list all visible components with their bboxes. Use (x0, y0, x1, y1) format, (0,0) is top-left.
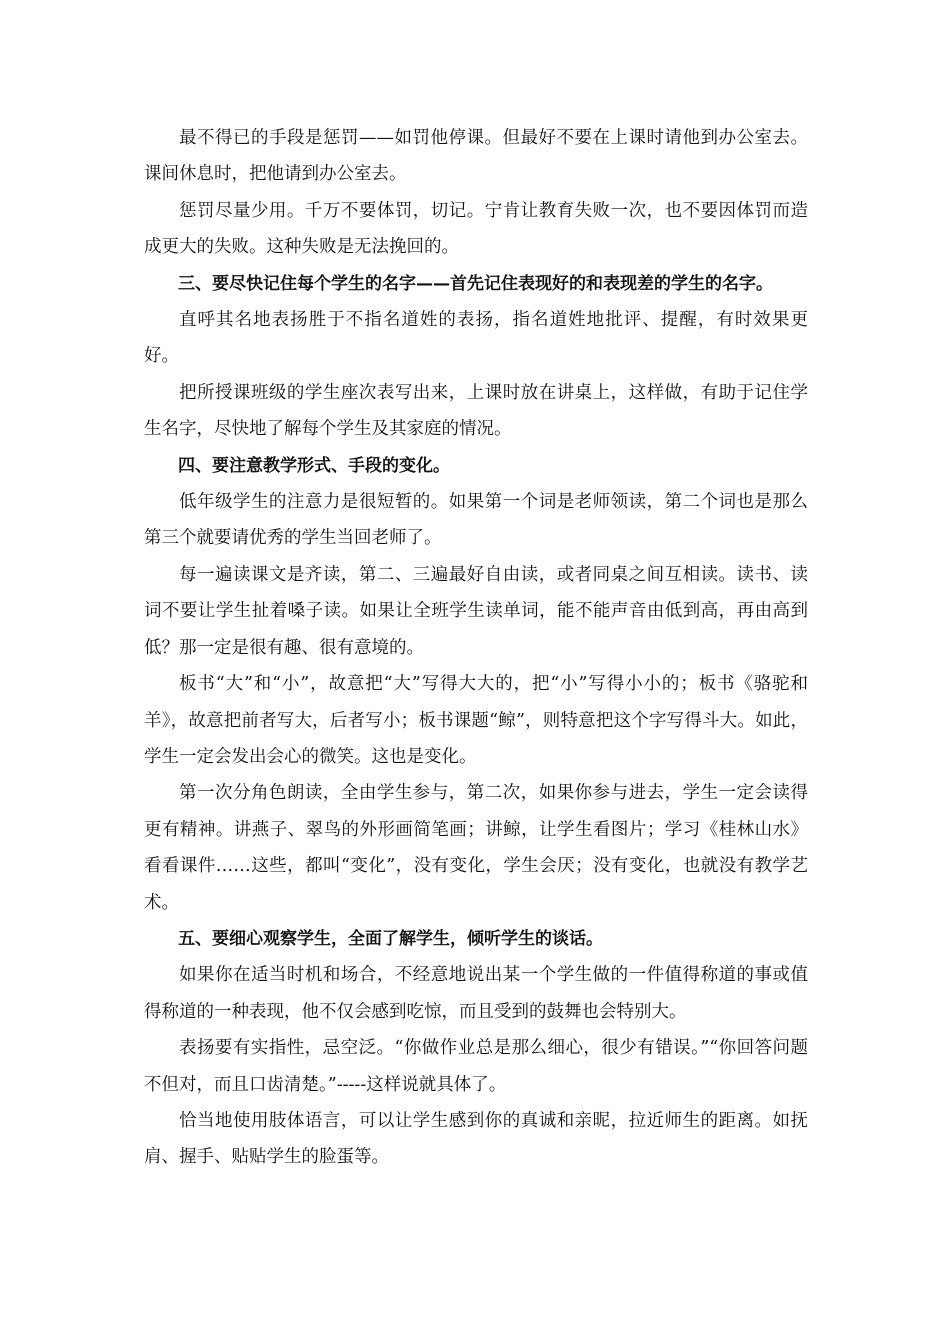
paragraph-14: 恰当地使用肢体语言，可以让学生感到你的真诚和亲昵，拉近师生的距离。如抚肩、握手、贴贴学生的脸蛋等。 (144, 1110, 808, 1168)
paragraph-12: 如果你在适当时机和场合，不经意地说出某一个学生做的一件值得称道的事或值得称道的一种表现，他不仅会感到吃惊，而且受到的鼓舞也会特别大。 (144, 965, 808, 1022)
paragraph-9: 板书“大”和“小”，故意把“大”写得大大的，把“小”写得小小的；板书《骆驼和羊》，故意把前者写大，后者写小；板书课题“鲸”，则特意把这个字写得斗大。如此，学生一定会发出会心的微笑。这也是变化。 (144, 674, 808, 767)
section-heading-5: 五、要细心观察学生，全面了解学生，倾听学生的谈话。 (178, 928, 603, 949)
document-body (144, 120, 808, 1176)
section-heading-4: 四、要注意教学形式、手段的变化。 (178, 455, 450, 476)
paragraph-5: 把所授课班级的学生座次表写出来，上课时放在讲桌上，这样做，有助于记住学生名字，尽快地了解每个学生及其家庭的情况。 (144, 382, 808, 440)
paragraph-4: 直呼其名地表扬胜于不指名道姓的表扬，指名道姓地批评、提醒，有时效果更好。 (144, 310, 808, 367)
paragraph-1: 最不得已的手段是惩罚——如罚他停课。但最好不要在上课时请他到办公室去。课间休息时，把他请到办公室去。 (144, 128, 808, 185)
paragraph-10: 第一次分角色朗读，全由学生参与，第二次，如果你参与进去，学生一定会读得更有精神。讲燕子、翠鸟的外形画简笔画；讲鲸，让学生看图片；学习《桂林山水》看看课件……这些，都叫“变化”，没有变化，学生会厌；没有变化，也就没有教学艺术。 (144, 783, 808, 913)
section-heading-3: 三、要尽快记住每个学生的名字——首先记住表现好的和表现差的学生的名字。 (178, 273, 773, 294)
paragraph-8: 每一遍读课文是齐读，第二、三遍最好自由读，或者同桌之间互相读。读书、读词不要让学生扯着嗓子读。如果让全班学生读单词，能不能声音由低到高，再由高到低？那一定是很有趣、很有意境的。 (144, 564, 808, 658)
paragraph-2: 惩罚尽量少用。千万不要体罚，切记。宁肯让教育失败一次，也不要因体罚而造成更大的失败。这种失败是无法挽回的。 (144, 200, 808, 258)
paragraph-13: 表扬要有实指性，忌空泛。“你做作业总是那么细心，很少有错误。”“你回答问题不但对，而且口齿清楚。”-----这样说就具体了。 (144, 1038, 808, 1095)
paragraph-7: 低年级学生的注意力是很短暂的。如果第一个词是老师领读，第二个词也是那么第三个就要请优秀的学生当回老师了。 (144, 492, 808, 549)
